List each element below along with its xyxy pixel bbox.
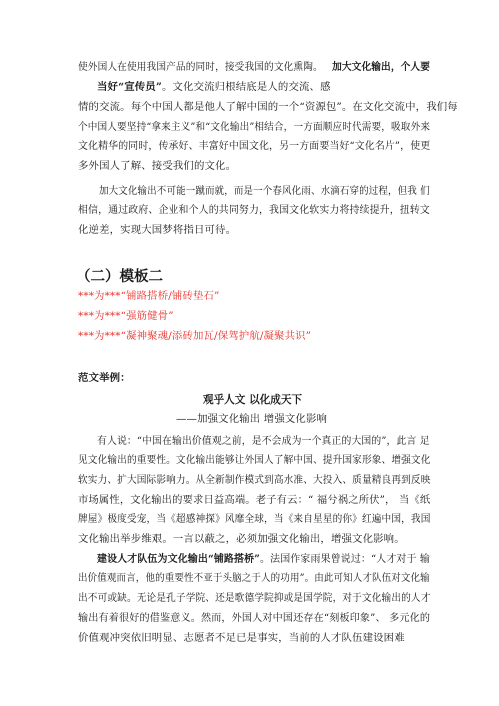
paragraph-line: 出价值观而言，他的重要性不亚于头脑之于人的功用”。由此可知人才队伍对文化输: [78, 572, 430, 584]
paragraph-line: 情的交流。每个中国人都是他人了解中国的一个“资源包”。在文化交流中，我们每: [78, 101, 458, 113]
essay-subtitle: ——加强文化输出 增强文化影响: [176, 413, 328, 425]
example-label: 范文举例：: [78, 372, 131, 384]
paragraph-line: 化逆差，实现大国梦将指日可待。: [78, 224, 237, 236]
paragraph-line: [97, 552, 430, 566]
paragraph-line: 软实力、扩大国际影响力。从全新制作模式到高水准、大投入、质量精良再到反映: [78, 474, 431, 486]
paragraph-line: 输出有着很好的借鉴意义。然而，外国人对中国还存在“刻板印象”、 多元化的: [78, 612, 431, 624]
paragraph-line: 牌屋》极度受宠，当《超感神探》风靡全球，当《来自星星的你》红遍中国，我国: [78, 513, 431, 525]
paragraph-line: [97, 80, 331, 94]
paragraph-line: 个中国人要坚持“拿来主义”和“文化输出”相结合，一方面顺应时代需要，吸取外来: [78, 121, 431, 133]
paragraph-line: 出不可或缺。无论是孔子学院、还是歌德学院抑或是国学院，对于文化输出的人才: [78, 592, 431, 604]
paragraph-line: 文化精华的同时，传承好、丰富好中国文化，另一方面要当好“文化名片”，使更: [78, 140, 431, 152]
paragraph-line: [78, 60, 430, 74]
text-run: 。法国作家雨果曾说过：“人才对于 输: [260, 553, 430, 565]
paragraph-line: 加大文化输出不可能一蹴而就，而是一个春风化雨、水滴石穿的过程，但我 们: [99, 185, 430, 197]
bold-text-run: 当好“宣传员”: [97, 81, 162, 93]
bold-text-run: 加大文化输出，个人要: [332, 61, 431, 73]
template-item: ***为***“凝神聚魂/添砖加瓦/保驾护航/凝聚共识”: [78, 330, 312, 342]
paragraph-line: 多外国人了解、接受我们的文化。: [78, 160, 237, 172]
text-run: 使外国人在使用我国产品的同时，接受我国的文化熏陶。: [78, 61, 323, 73]
text-run: 。文化交流归根结底是人的交流、感: [161, 81, 331, 93]
paragraph-line: 有人说：“中国在输出价值观之前，是不会成为一个真正的大国的”，此言 足: [97, 435, 430, 447]
paragraph-line: 见文化输出的重要性。文化输出能够让外国人了解中国、提升国家形象、增强文化: [78, 454, 431, 466]
bold-text-run: 建设人才队伍为文化输出“铺路搭桥”: [97, 553, 261, 565]
template-item: ***为***“强筋健骨”: [78, 310, 174, 322]
essay-title: 观乎人文 以化成天下: [203, 394, 303, 406]
paragraph-line: 相信，通过政府、企业和个人的共同努力，我国文化软实力将持续提升，扭转文: [78, 204, 430, 216]
template-item: ***为***“铺路搭桥/铺砖垫石”: [78, 290, 220, 302]
paragraph-line: 文化输出举步维艰。一言以蔽之，必须加强文化输出，增强文化影响。: [78, 533, 405, 545]
paragraph-line: 价值观冲突依旧明显、志愿者不足已是事实，当前的人才队伍建设困难: [78, 632, 405, 644]
section-heading: （二）模板二: [76, 268, 163, 285]
paragraph-line: 市场属性，文化输出的要求日益高端。老子有云：“ 福兮祸之所伏”， 当《纸: [78, 494, 431, 506]
